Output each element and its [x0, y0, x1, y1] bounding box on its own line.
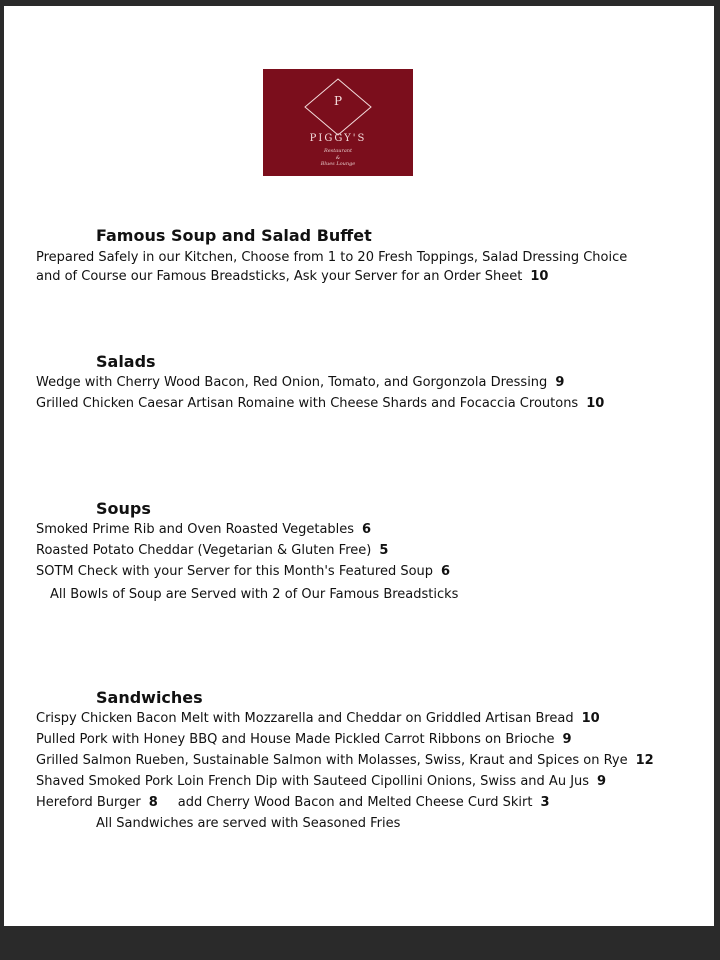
item-price: 6	[441, 564, 451, 579]
sandwich-item	[36, 711, 600, 726]
item-name: Grilled Salmon Rueben, Sustainable Salmon with Molasses, Swiss, Kraut and Spices on Rye	[36, 753, 628, 768]
item-name: Roasted Potato Cheddar (Vegetarian & Gluten Free)	[36, 543, 372, 558]
buffet-description-line1: Prepared Safely in our Kitchen, Choose from 1 to 20 Fresh Toppings, Salad Dressing Choice	[36, 250, 628, 265]
buffet-description-text: and of Course our Famous Breadsticks, Ask your Server for an Order Sheet	[36, 269, 523, 284]
buffet-price: 10	[530, 269, 549, 284]
item-name: Smoked Prime Rib and Oven Roasted Vegetables	[36, 522, 355, 537]
soup-item	[36, 564, 450, 579]
logo-name: PIGGY'S	[309, 133, 367, 144]
salad-item	[36, 396, 604, 411]
salads-heading: Salads	[96, 352, 156, 371]
restaurant-logo	[263, 69, 413, 176]
logo-ampersand: &	[335, 155, 341, 161]
salad-item	[36, 375, 564, 390]
sandwich-item	[36, 732, 572, 747]
item-price: 5	[379, 543, 389, 558]
item-price: 10	[581, 711, 600, 726]
item-name: Grilled Chicken Caesar Artisan Romaine with Cheese Shards and Focaccia Croutons	[36, 396, 579, 411]
logo-subtitle-1: Restaurant	[323, 148, 353, 154]
item-price: 10	[586, 396, 605, 411]
logo-subtitle-2: Blues Lounge	[320, 161, 356, 167]
buffet-description-line2	[36, 269, 548, 284]
item-name: Pulled Pork with Honey BBQ and House Made Pickled Carrot Ribbons on Brioche	[36, 732, 555, 747]
soups-note: All Bowls of Soup are Served with 2 of Our Famous Breadsticks	[50, 587, 459, 602]
burger-item	[36, 795, 550, 810]
item-price: 9	[597, 774, 607, 789]
item-price: 8	[148, 795, 158, 810]
item-name: SOTM Check with your Server for this Month's Featured Soup	[36, 564, 434, 579]
item-name: Crispy Chicken Bacon Melt with Mozzarella and Cheddar on Griddled Artisan Bread	[36, 711, 574, 726]
menu-page	[4, 6, 714, 926]
sandwich-item	[36, 774, 606, 789]
soup-item	[36, 543, 388, 558]
item-name: Hereford Burger	[36, 795, 141, 810]
addon-price: 3	[540, 795, 550, 810]
item-name: Shaved Smoked Pork Loin French Dip with Sauteed Cipollini Onions, Swiss and Au Jus	[36, 774, 590, 789]
item-price: 9	[555, 375, 565, 390]
item-name: Wedge with Cherry Wood Bacon, Red Onion, Tomato, and Gorgonzola Dressing	[36, 375, 548, 390]
burger-addon: add Cherry Wood Bacon and Melted Cheese Curd Skirt	[177, 795, 533, 810]
item-price: 12	[635, 753, 654, 768]
soup-item	[36, 522, 371, 537]
buffet-heading: Famous Soup and Salad Buffet	[96, 226, 372, 245]
logo-initial: P	[333, 94, 343, 108]
sandwich-item	[36, 753, 654, 768]
sandwiches-note: All Sandwiches are served with Seasoned Fries	[96, 816, 401, 831]
item-price: 6	[362, 522, 372, 537]
soups-heading: Soups	[96, 499, 151, 518]
item-price: 9	[562, 732, 572, 747]
sandwiches-heading: Sandwiches	[96, 688, 203, 707]
